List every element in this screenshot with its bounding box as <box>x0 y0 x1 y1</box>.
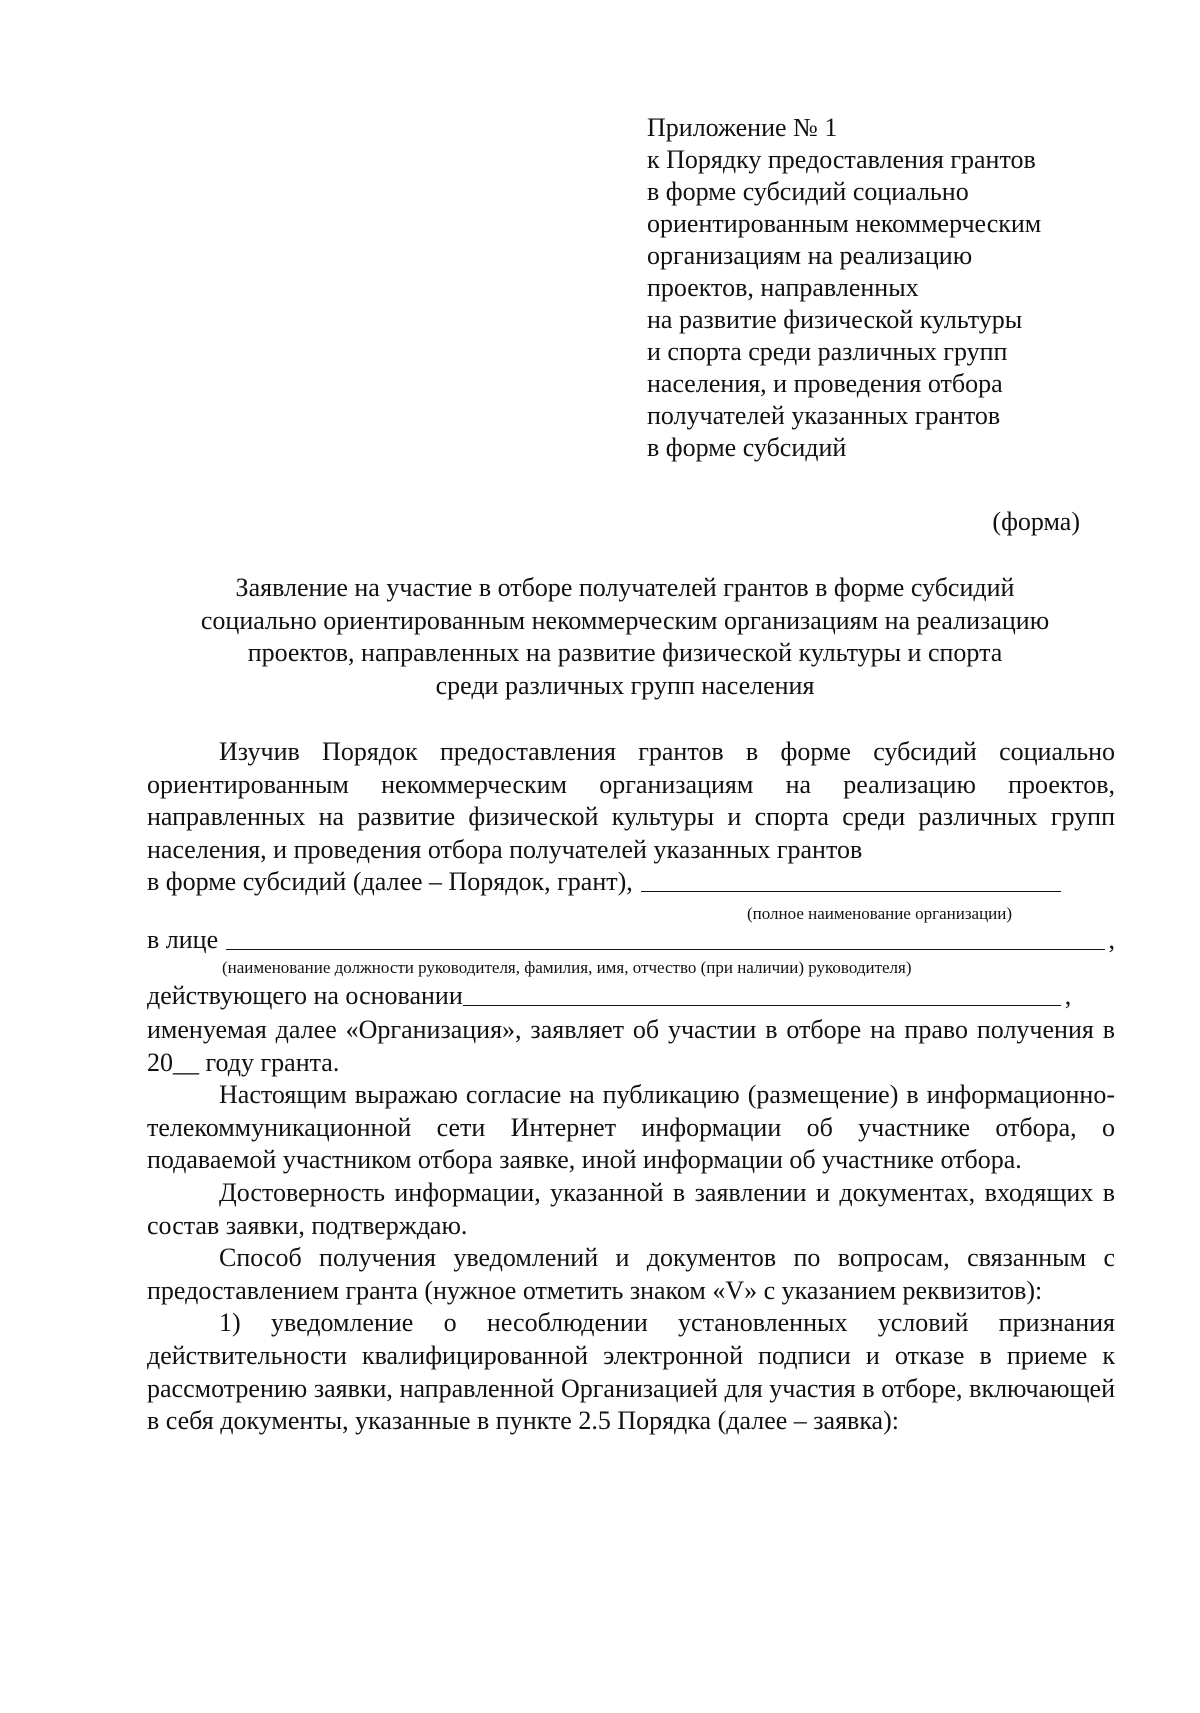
form-mark: (форма) <box>992 507 1080 536</box>
title-line: социально ориентированным некоммерческим организациям на реализацию <box>200 605 1050 635</box>
participation-paragraph: именуемая далее «Организация», заявляет об участии в отборе на право получения в 20__ году гранта. <box>147 1015 1115 1077</box>
appendix-line: населения, и проведения отбора <box>647 369 1003 398</box>
appendix-line: получателей указанных грантов <box>647 401 1001 430</box>
in-person-label: в лице <box>147 925 219 954</box>
title-line: среди различных групп населения <box>435 670 815 700</box>
consent-paragraph: Настоящим выражаю согласие на публикацию (размещение) в информационно-телекоммуникационной сети Интернет информации об участнике отбора, о подаваемой участником отбора заявке, иной информации об участнике отбора. <box>147 1080 1115 1175</box>
appendix-line: на развитие физической культуры <box>647 305 1023 334</box>
intro-text: Изучив Порядок предоставления грантов в форме субсидий социально ориентированным некоммерческим организациям на реализацию проектов, направленных на развитие физической культуры и спорта среди различных групп населения, и проведения отбора получателей указанных грантов <box>147 737 1115 864</box>
intro-text-last: в форме субсидий (далее – Порядок, грант), <box>147 867 633 897</box>
item-1-paragraph: 1) уведомление о несоблюдении установленных условий признания действительности квалифицированной электронной подписи и отказе в приеме к рассмотрению заявки, направленной Организацией для участия в отборе, включающей в себя документы, указанные в пункте 2.5 Порядка (далее – заявка): <box>147 1308 1115 1436</box>
intro-paragraph <box>147 736 1115 899</box>
appendix-line: и спорта среди различных групп <box>647 337 1008 366</box>
organization-name-line <box>147 866 1115 899</box>
statement-body <box>147 1014 1115 1438</box>
comma: , <box>1064 981 1072 1010</box>
appendix-line: проектов, направленных <box>647 273 919 302</box>
appendix-line: ориентированным некоммерческим <box>647 209 1042 238</box>
appendix-line: организациям на реализацию <box>647 241 973 270</box>
appendix-line: в форме субсидий социально <box>647 177 969 206</box>
document-title <box>150 572 1100 702</box>
appendix-header <box>647 112 1107 464</box>
head-caption: (наименование должности руководителя, фамилия, имя, отчество (при наличии) руководителя) <box>222 958 912 977</box>
notification-method-paragraph: Способ получения уведомлений и документов по вопросам, связанным с предоставлением гранта (нужное отметить знаком «V» с указанием реквизитов): <box>147 1243 1115 1305</box>
organization-name-field[interactable] <box>641 869 1061 892</box>
head-line-row <box>147 924 1115 957</box>
accuracy-paragraph: Достоверность информации, указанной в заявлении и документах, входящих в состав заявки, подтверждаю. <box>147 1177 1115 1240</box>
comma: , <box>1108 925 1115 954</box>
appendix-line: к Порядку предоставления грантов <box>647 145 1036 174</box>
organization-caption: (полное наименование организации) <box>747 904 1013 923</box>
basis-field[interactable] <box>463 983 1061 1006</box>
title-line: Заявление на участие в отборе получателей грантов в форме субсидий <box>235 573 1015 602</box>
title-line: проектов, направленных на развитие физической культуры и спорта <box>247 638 1003 667</box>
head-name-field[interactable] <box>226 927 1104 950</box>
appendix-line: в форме субсидий <box>647 433 847 462</box>
basis-row <box>147 980 1115 1013</box>
appendix-line: Приложение № 1 <box>647 113 838 142</box>
basis-label: действующего на основании <box>147 981 463 1010</box>
